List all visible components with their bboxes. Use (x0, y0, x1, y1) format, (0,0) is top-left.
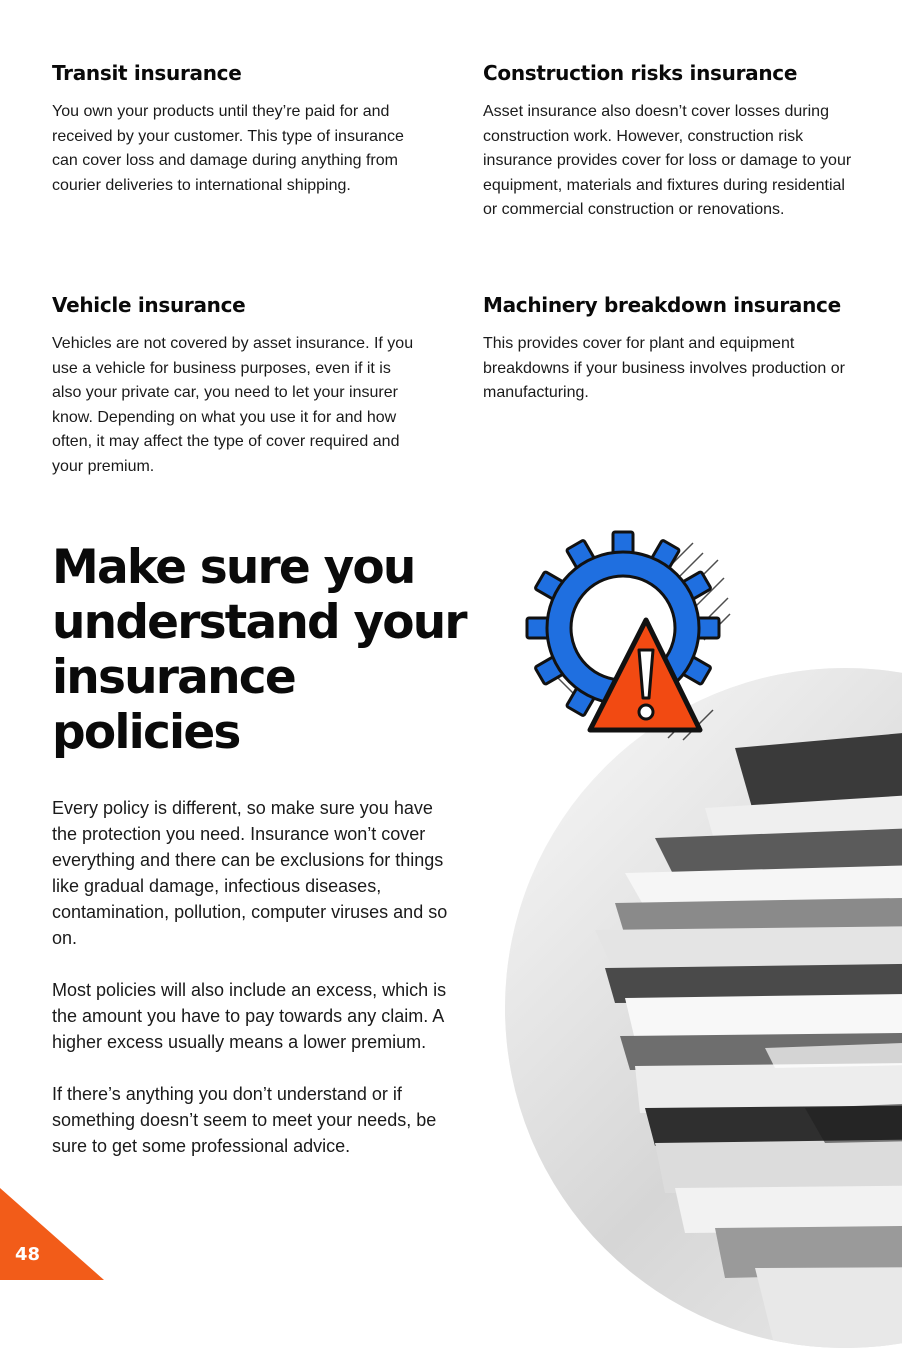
section-body: Vehicles are not covered by asset insurance. If you use a vehicle for business purposes, even if it is also your private car, you need to let your insurer know. Depending on what you use it for and how often, it may affect the type of cover required and your premium. (52, 335, 414, 475)
section-heading: Construction risks insurance (483, 61, 798, 85)
page-headline: Make sure you understand your insurance policies (52, 540, 466, 760)
vehicle-insurance-section (52, 292, 424, 479)
page-number: 48 (15, 1244, 41, 1265)
body-text (52, 795, 452, 1185)
body-paragraph: Every policy is different, so make sure you have the protection you need. Insurance won’t cover everything and there can be exclusions for things like gradual damage, infectious diseases, contamination, pollution, computer viruses and so on. (52, 798, 448, 948)
section-heading: Machinery breakdown insurance (483, 293, 841, 317)
section-body: Asset insurance also doesn’t cover losses during construction work. However, construction risk insurance provides cover for loss or damage to your equipment, materials and fixtures during residential or commercial construction or renovations. (483, 103, 852, 218)
body-paragraph: Most policies will also include an excess, which is the amount you have to pay towards any claim. A higher excess usually means a lower premium. (52, 980, 447, 1052)
paper-stack-illustration (505, 668, 902, 1348)
section-body: You own your products until they’re paid for and received by your customer. This type of insurance can cover loss and damage during anything from courier deliveries to international shipping. (52, 103, 404, 194)
section-heading: Transit insurance (52, 61, 242, 85)
transit-insurance-section (52, 60, 424, 198)
paper-stack-photo (505, 668, 902, 1348)
gear-warning-graphic (518, 528, 738, 748)
section-heading: Vehicle insurance (52, 293, 246, 317)
corner-accent (0, 1188, 104, 1280)
construction-risks-insurance-section (483, 60, 863, 223)
machinery-breakdown-insurance-section (483, 292, 863, 406)
section-body: This provides cover for plant and equipment breakdowns if your business involves production or manufacturing. (483, 335, 845, 401)
body-paragraph: If there’s anything you don’t understand or if something doesn’t seem to meet your needs, be sure to get some professional advice. (52, 1084, 437, 1156)
